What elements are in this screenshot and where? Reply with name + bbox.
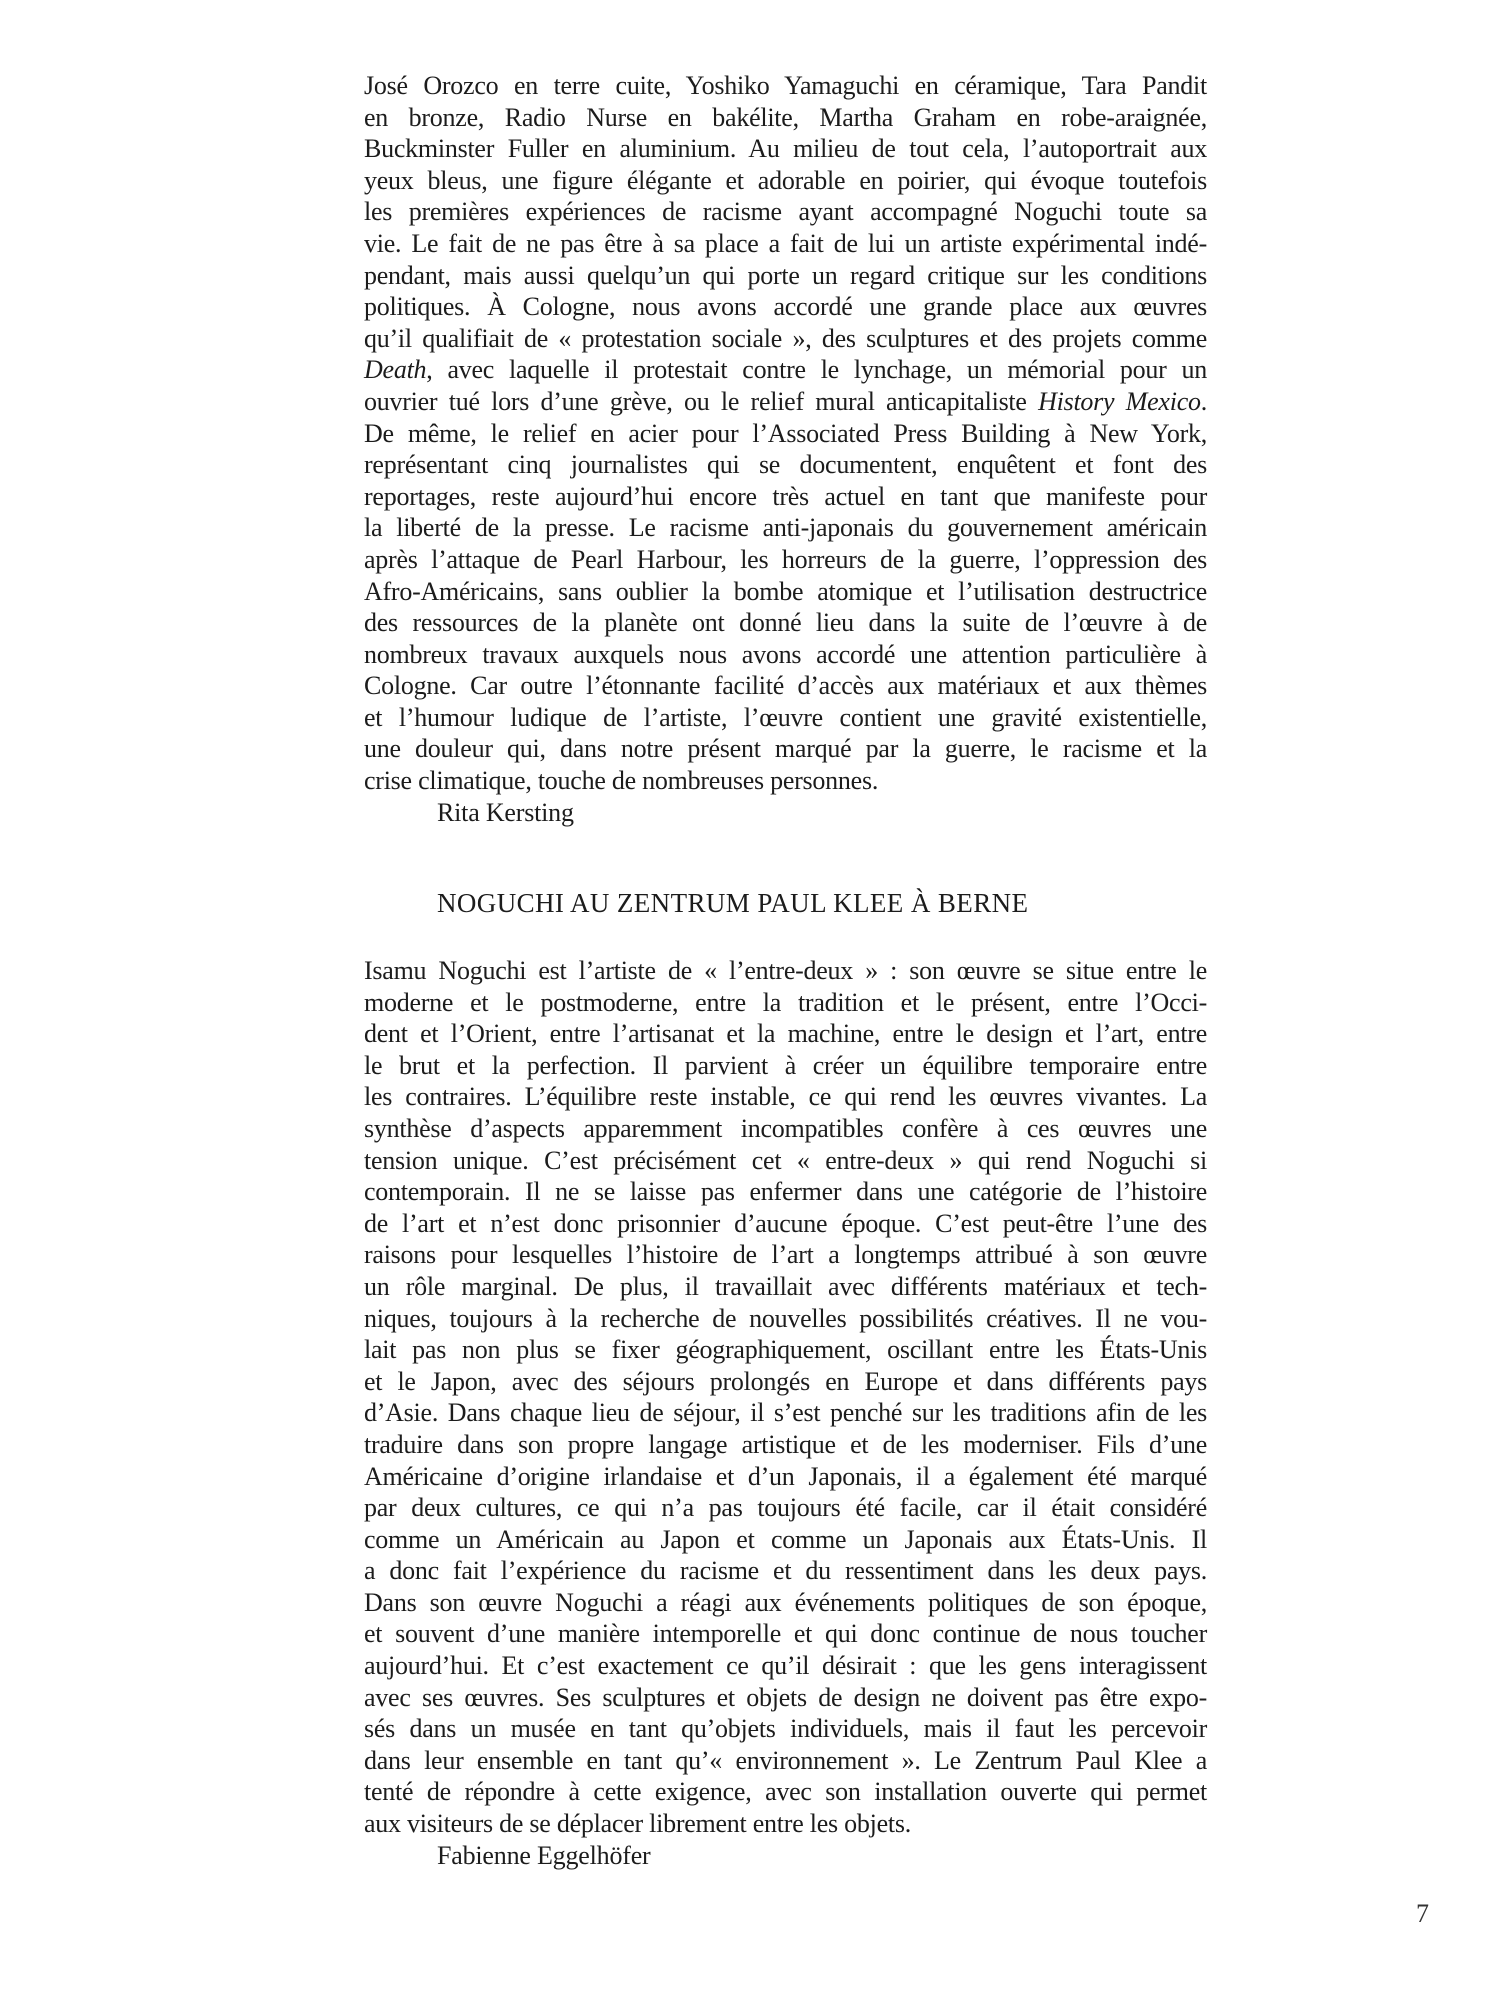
- text-line: contemporain. Il ne se laisse pas enfermer dans une catégorie de l’histoire: [364, 1177, 1207, 1207]
- text-line: aujourd’hui. Et c’est exactement ce qu’il désirait : que les gens interagissent: [364, 1651, 1207, 1681]
- text-line: comme un Américain au Japon et comme un Japonais aux États-Unis. Il: [364, 1524, 1207, 1554]
- text-line: Américaine d’origine irlandaise et d’un Japonais, il a également été marqué: [364, 1461, 1207, 1491]
- text-line: d’Asie. Dans chaque lieu de séjour, il s’est penché sur les traditions afin de les: [364, 1398, 1207, 1428]
- text-line: avec ses œuvres. Ses sculptures et objets de design ne doivent pas être expo-: [364, 1682, 1207, 1712]
- text-line: traduire dans son propre langage artistique et de les moderniser. Fils d’une: [364, 1429, 1207, 1459]
- author-signature: Fabienne Eggelhöfer: [437, 1840, 651, 1870]
- text-line: Death, avec laquelle il protestait contre le lynchage, un mémorial pour un: [364, 355, 1207, 385]
- text-line: yeux bleus, une figure élégante et adorable en poirier, qui évoque toutefois: [364, 165, 1207, 195]
- text-line: Buckminster Fuller en aluminium. Au milieu de tout cela, l’autoportrait aux: [364, 134, 1207, 164]
- text-line: nombreux travaux auxquels nous avons accordé une attention particulière à: [364, 639, 1207, 669]
- text-line: les premières expériences de racisme ayant accompagné Noguchi toute sa: [364, 197, 1207, 227]
- text-line: lait pas non plus se fixer géographiquement, oscillant entre les États-Unis: [364, 1335, 1207, 1365]
- text-line: José Orozco en terre cuite, Yoshiko Yamaguchi en céramique, Tara Pandit: [364, 71, 1207, 100]
- text-line: tenté de répondre à cette exigence, avec son installation ouverte qui permet: [364, 1777, 1207, 1807]
- text-line: synthèse d’aspects apparemment incompatibles confère à ces œuvres une: [364, 1113, 1207, 1143]
- text-line: a donc fait l’expérience du racisme et du ressentiment dans les deux pays.: [364, 1556, 1207, 1586]
- text-line: et souvent d’une manière intemporelle et qui donc continue de nous toucher: [364, 1619, 1207, 1649]
- author-signature: Rita Kersting: [437, 797, 574, 827]
- text-line: Dans son œuvre Noguchi a réagi aux événements politiques de son époque,: [364, 1587, 1207, 1617]
- text-line: niques, toujours à la recherche de nouvelles possibilités créatives. Il ne vou-: [364, 1303, 1207, 1333]
- text-line: représentant cinq journalistes qui se documentent, enquêtent et font des: [364, 450, 1207, 480]
- text-line: Cologne. Car outre l’étonnante facilité d’accès aux matériaux et aux thèmes: [364, 671, 1207, 701]
- artwork-title: History Mexico: [1038, 386, 1201, 416]
- text-line: et le Japon, avec des séjours prolongés en Europe et dans différents pays: [364, 1366, 1207, 1396]
- text-line: le brut et la perfection. Il parvient à créer un équilibre temporaire entre: [364, 1050, 1207, 1080]
- text-line: sés dans un musée en tant qu’objets individuels, mais il faut les percevoir: [364, 1714, 1207, 1744]
- text-line: qu’il qualifiait de « protestation sociale », des sculptures et des projets comme: [364, 323, 1207, 353]
- artwork-title: Death: [364, 355, 427, 385]
- text-line: dent et l’Orient, entre l’artisanat et la machine, entre le design et l’art, entre: [364, 1019, 1207, 1049]
- text-line: moderne et le postmoderne, entre la tradition et le présent, entre l’Occi-: [364, 987, 1207, 1017]
- text-line: dans leur ensemble en tant qu’« environnement ». Le Zentrum Paul Klee a: [364, 1745, 1207, 1775]
- section-zentrum-paul-klee: [364, 955, 1207, 1871]
- text-line: vie. Le fait de ne pas être à sa place a fait de lui un artiste expérimental indé-: [364, 228, 1207, 258]
- text-line: après l’attaque de Pearl Harbour, les horreurs de la guerre, l’oppression des: [364, 544, 1207, 574]
- text-line: ouvrier tué lors d’une grève, ou le relief mural anticapitaliste History Mexico.: [364, 386, 1207, 416]
- text-line: politiques. À Cologne, nous avons accordé une grande place aux œuvres: [364, 292, 1207, 322]
- text-line: de l’art et n’est donc prisonnier d’aucune époque. C’est peut-être l’une des: [364, 1208, 1207, 1238]
- text-line: tension unique. C’est précisément cet « entre-deux » qui rend Noguchi si: [364, 1145, 1207, 1175]
- text-line: pendant, mais aussi quelqu’un qui porte un regard critique sur les conditions: [364, 260, 1207, 290]
- paragraph-body: [364, 70, 1207, 797]
- section-heading: NOGUCHI AU ZENTRUM PAUL KLEE À BERNE: [437, 888, 1029, 918]
- text-line: une douleur qui, dans notre présent marqué par la guerre, le racisme et la: [364, 734, 1207, 764]
- text-line: et l’humour ludique de l’artiste, l’œuvre contient une gravité existentielle,: [364, 702, 1207, 732]
- text-line: par deux cultures, ce qui n’a pas toujours été facile, car il était considéré: [364, 1493, 1207, 1523]
- section-rita-kersting: [364, 70, 1207, 828]
- paragraph-body: [364, 955, 1207, 1840]
- text-line: des ressources de la planète ont donné lieu dans la suite de l’œuvre à de: [364, 608, 1207, 638]
- text-line: Isamu Noguchi est l’artiste de « l’entre-deux » : son œuvre se situe entre le: [364, 956, 1207, 985]
- text-line: la liberté de la presse. Le racisme anti-japonais du gouvernement américain: [364, 513, 1207, 543]
- text-line: reportages, reste aujourd’hui encore très actuel en tant que manifeste pour: [364, 481, 1207, 511]
- text-line: Afro-Américains, sans oublier la bombe atomique et l’utilisation destructrice: [364, 576, 1207, 606]
- text-line: un rôle marginal. De plus, il travaillait avec différents matériaux et tech-: [364, 1271, 1207, 1301]
- text-line: en bronze, Radio Nurse en bakélite, Martha Graham en robe-araignée,: [364, 102, 1207, 132]
- text-line: raisons pour lesquelles l’histoire de l’art a longtemps attribué à son œuvre: [364, 1240, 1207, 1270]
- text-line: les contraires. L’équilibre reste instable, ce qui rend les œuvres vivantes. La: [364, 1082, 1207, 1112]
- page-number: 7: [1416, 1899, 1429, 1928]
- text-line: aux visiteurs de se déplacer librement entre les objets.: [364, 1809, 911, 1839]
- text-line: crise climatique, touche de nombreuses personnes.: [364, 766, 879, 796]
- text-line: De même, le relief en acier pour l’Associated Press Building à New York,: [364, 418, 1207, 448]
